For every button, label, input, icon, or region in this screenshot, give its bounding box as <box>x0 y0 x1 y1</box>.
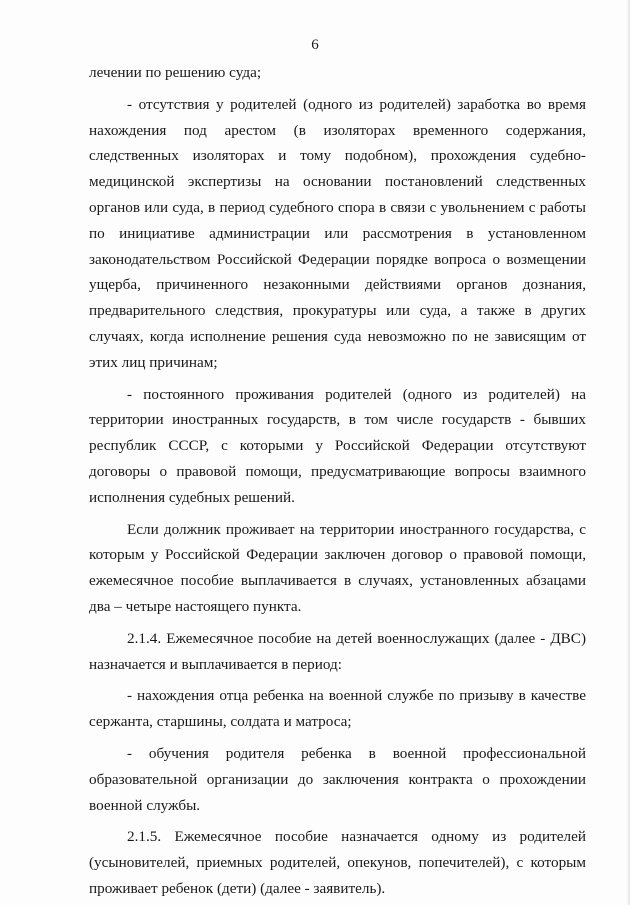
paragraph: 2.1.5. Ежемесячное пособие назначается одному из родителей (усыновителей, приемных родителей, опекунов, попечителей), с которым проживает ребенок (дети) (далее - заявитель). <box>89 828 586 897</box>
paragraph: Если должник проживает на территории иностранного государства, с которым у Российской Федерации заключен договор о правовой помощи, ежемесячное пособие выплачивается в случаях, установленных абзацами два – четыре настоящего пункта. <box>89 520 586 615</box>
paragraph: - постоянного проживания родителей (одного из родителей) на территории иностранных государств, в том числе государств - бывших республик СССР, с которыми у Российской Федерации отсутствуют договоры о правовой помощи, предусматривающие вопросы взаимного исполнения судебных решений. <box>89 385 586 506</box>
page-number: 6 <box>311 37 319 53</box>
scan-edge-shadow <box>626 0 630 905</box>
paragraph: лечении по решению суда; <box>89 64 262 81</box>
paragraph: - отсутствия у родителей (одного из родителей) заработка во время нахождения под арестом (в изоляторах временного содержания, следственных изоляторах и тому подобном), прохождения судебно-медицинской экспертизы на основании постановлений следственных органов или суда, в период судебного спора в связи с увольнением с работы по инициативе администрации или рассмотрения в установленном законодательством Российской Федерации порядке вопроса о возмещении ущерба, причиненного незаконными действиями органов дознания, предварительного следствия, прокуратуры или суда, а также в других случаях, когда исполнение решения суда невозможно по не зависящим от этих лиц причинам; <box>89 95 586 371</box>
paragraph: - нахождения отца ребенка на военной службе по призыву в качестве сержанта, старшины, солдата и матроса; <box>89 687 586 731</box>
document-body <box>89 60 586 902</box>
paragraph: 2.1.4. Ежемесячное пособие на детей военнослужащих (далее - ДВС) назначается и выплачивается в период: <box>89 629 586 673</box>
paragraph: - обучения родителя ребенка в военной профессиональной образовательной организации до заключения контракта о прохождении военной службы. <box>89 744 586 814</box>
